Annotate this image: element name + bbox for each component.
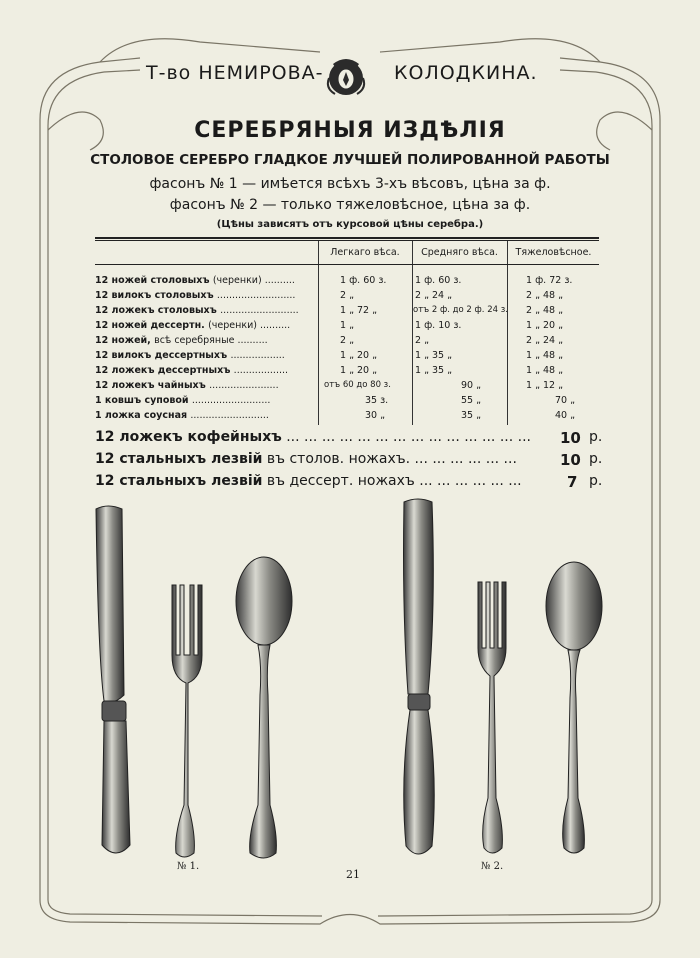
table-row xyxy=(95,290,600,305)
price-medium: отъ 2 ф. до 2 ф. 24 з. xyxy=(413,305,508,315)
price-heavy: 70 „ xyxy=(555,395,576,406)
cutlery-set-1 xyxy=(88,505,308,865)
extra-label: 12 ложекъ кофейныхъ xyxy=(95,429,282,445)
table-top-rule xyxy=(95,237,599,239)
price-heavy: 1 „ 12 „ xyxy=(526,380,564,391)
firm-name-right: КОЛОДКИНА. xyxy=(394,62,538,84)
price-medium: 1 ф. 10 з. xyxy=(415,320,462,331)
price-heavy: 40 „ xyxy=(555,410,576,421)
extra-price: 10 xyxy=(560,451,581,469)
item-name: 12 ножей столовыхъ (черенки) .......... xyxy=(95,275,295,286)
extra-dots: въ дессерт. ножахъ ... ... ... ... ... ... xyxy=(262,473,522,489)
extra-unit: р. xyxy=(589,429,603,445)
extra-unit: р. xyxy=(589,473,603,489)
table-row xyxy=(95,305,600,320)
price-medium: 1 „ 35 „ xyxy=(415,365,453,376)
item-name: 12 ножей, всѣ серебряные .......... xyxy=(95,335,268,346)
knife-icon xyxy=(404,499,435,854)
firm-name-left: Т-во НЕМИРОВА- xyxy=(146,62,324,84)
table-row xyxy=(95,395,600,410)
price-medium: 1 „ 35 „ xyxy=(415,350,453,361)
column-header-light: Легкаго вѣса. xyxy=(330,247,400,258)
price-medium: 2 „ xyxy=(415,335,429,346)
price-medium: 2 „ 24 „ xyxy=(415,290,453,301)
spoon-icon xyxy=(546,562,602,853)
item-name: 12 вилокъ дессертныхъ .................. xyxy=(95,350,285,361)
price-light: 2 „ xyxy=(340,335,354,346)
style-2-description: фасонъ № 2 — только тяжеловѣсное, цѣна за ф. xyxy=(169,197,531,213)
price-medium: 55 „ xyxy=(461,395,482,406)
column-header-heavy: Тяжеловѣсное. xyxy=(515,247,592,258)
price-medium: 1 ф. 60 з. xyxy=(415,275,462,286)
extra-label: 12 стальныхъ лезвiй xyxy=(95,451,263,467)
price-light: 1 „ 20 „ xyxy=(340,365,378,376)
table-row xyxy=(95,410,600,425)
extra-price: 10 xyxy=(560,429,581,447)
price-light: 35 з. xyxy=(365,395,389,406)
item-name: 12 ложекъ столовыхъ .......................... xyxy=(95,305,299,316)
price-light: 1 ф. 60 з. xyxy=(340,275,387,286)
price-light: 2 „ xyxy=(340,290,354,301)
table-top-rule-thin xyxy=(95,240,599,241)
price-heavy: 1 „ 48 „ xyxy=(526,365,564,376)
item-name: 12 ножей дессертн. (черенки) .......... xyxy=(95,320,291,331)
column-header-medium: Средняго вѣса. xyxy=(421,247,498,258)
extra-item xyxy=(95,429,603,451)
price-light: 1 „ 20 „ xyxy=(340,350,378,361)
extra-item xyxy=(95,451,603,473)
extra-dots: въ столов. ножахъ. ... ... ... ... ... ... xyxy=(262,451,517,467)
item-name: 1 ложка соусная .......................... xyxy=(95,410,269,421)
caption-style-1: № 1. xyxy=(177,861,200,872)
price-light: отъ 60 до 80 з. xyxy=(324,380,391,390)
item-name: 12 ложекъ чайныхъ ....................... xyxy=(95,380,279,391)
table-row xyxy=(95,335,600,350)
extra-unit: р. xyxy=(589,451,603,467)
price-heavy: 2 „ 48 „ xyxy=(526,290,564,301)
price-light: 1 „ 72 „ xyxy=(340,305,378,316)
table-row xyxy=(95,275,600,290)
table-row xyxy=(95,380,600,395)
item-name: 12 вилокъ столовыхъ .......................... xyxy=(95,290,296,301)
table-row xyxy=(95,320,600,335)
price-light: 30 „ xyxy=(365,410,386,421)
price-medium: 35 „ xyxy=(461,410,482,421)
item-name: 12 ложекъ дессертныхъ .................. xyxy=(95,365,289,376)
table-row xyxy=(95,350,600,365)
price-heavy: 1 „ 20 „ xyxy=(526,320,564,331)
page-title: СЕРЕБРЯНЫЯ ИЗДѢЛIЯ xyxy=(194,118,506,143)
price-heavy: 2 „ 48 „ xyxy=(526,305,564,316)
price-light: 1 „ xyxy=(340,320,354,331)
knife-icon xyxy=(96,506,130,853)
extra-item xyxy=(95,473,603,495)
price-medium: 90 „ xyxy=(461,380,482,391)
caption-style-2: № 2. xyxy=(481,861,504,872)
extra-price: 7 xyxy=(567,473,578,491)
fork-icon xyxy=(172,585,202,857)
extra-label: 12 стальныхъ лезвiй xyxy=(95,473,263,489)
header-rule xyxy=(95,264,599,265)
spoon-icon xyxy=(236,557,292,858)
price-heavy: 1 ф. 72 з. xyxy=(526,275,573,286)
item-name: 1 ковшъ суповой .......................... xyxy=(95,395,271,406)
subtitle: СТОЛОВОЕ СЕРЕБРО ГЛАДКОЕ ЛУЧШЕЙ ПОЛИРОВАННОЙ РАБОТЫ xyxy=(90,152,610,168)
extra-dots: ... ... ... ... ... ... ... ... ... ... ... ... ... ... xyxy=(281,429,531,445)
table-row xyxy=(95,365,600,380)
crest-icon xyxy=(325,54,367,98)
cutlery-set-2 xyxy=(392,498,612,860)
price-heavy: 2 „ 24 „ xyxy=(526,335,564,346)
style-1-description: фасонъ № 1 — имѣется всѣхъ 3-хъ вѣсовъ, цѣна за ф. xyxy=(149,176,551,192)
price-heavy: 1 „ 48 „ xyxy=(526,350,564,361)
fork-icon xyxy=(478,582,506,853)
price-note: (Цѣны зависятъ отъ курсовой цѣны серебра.) xyxy=(216,219,484,230)
page-number: 21 xyxy=(346,868,360,881)
